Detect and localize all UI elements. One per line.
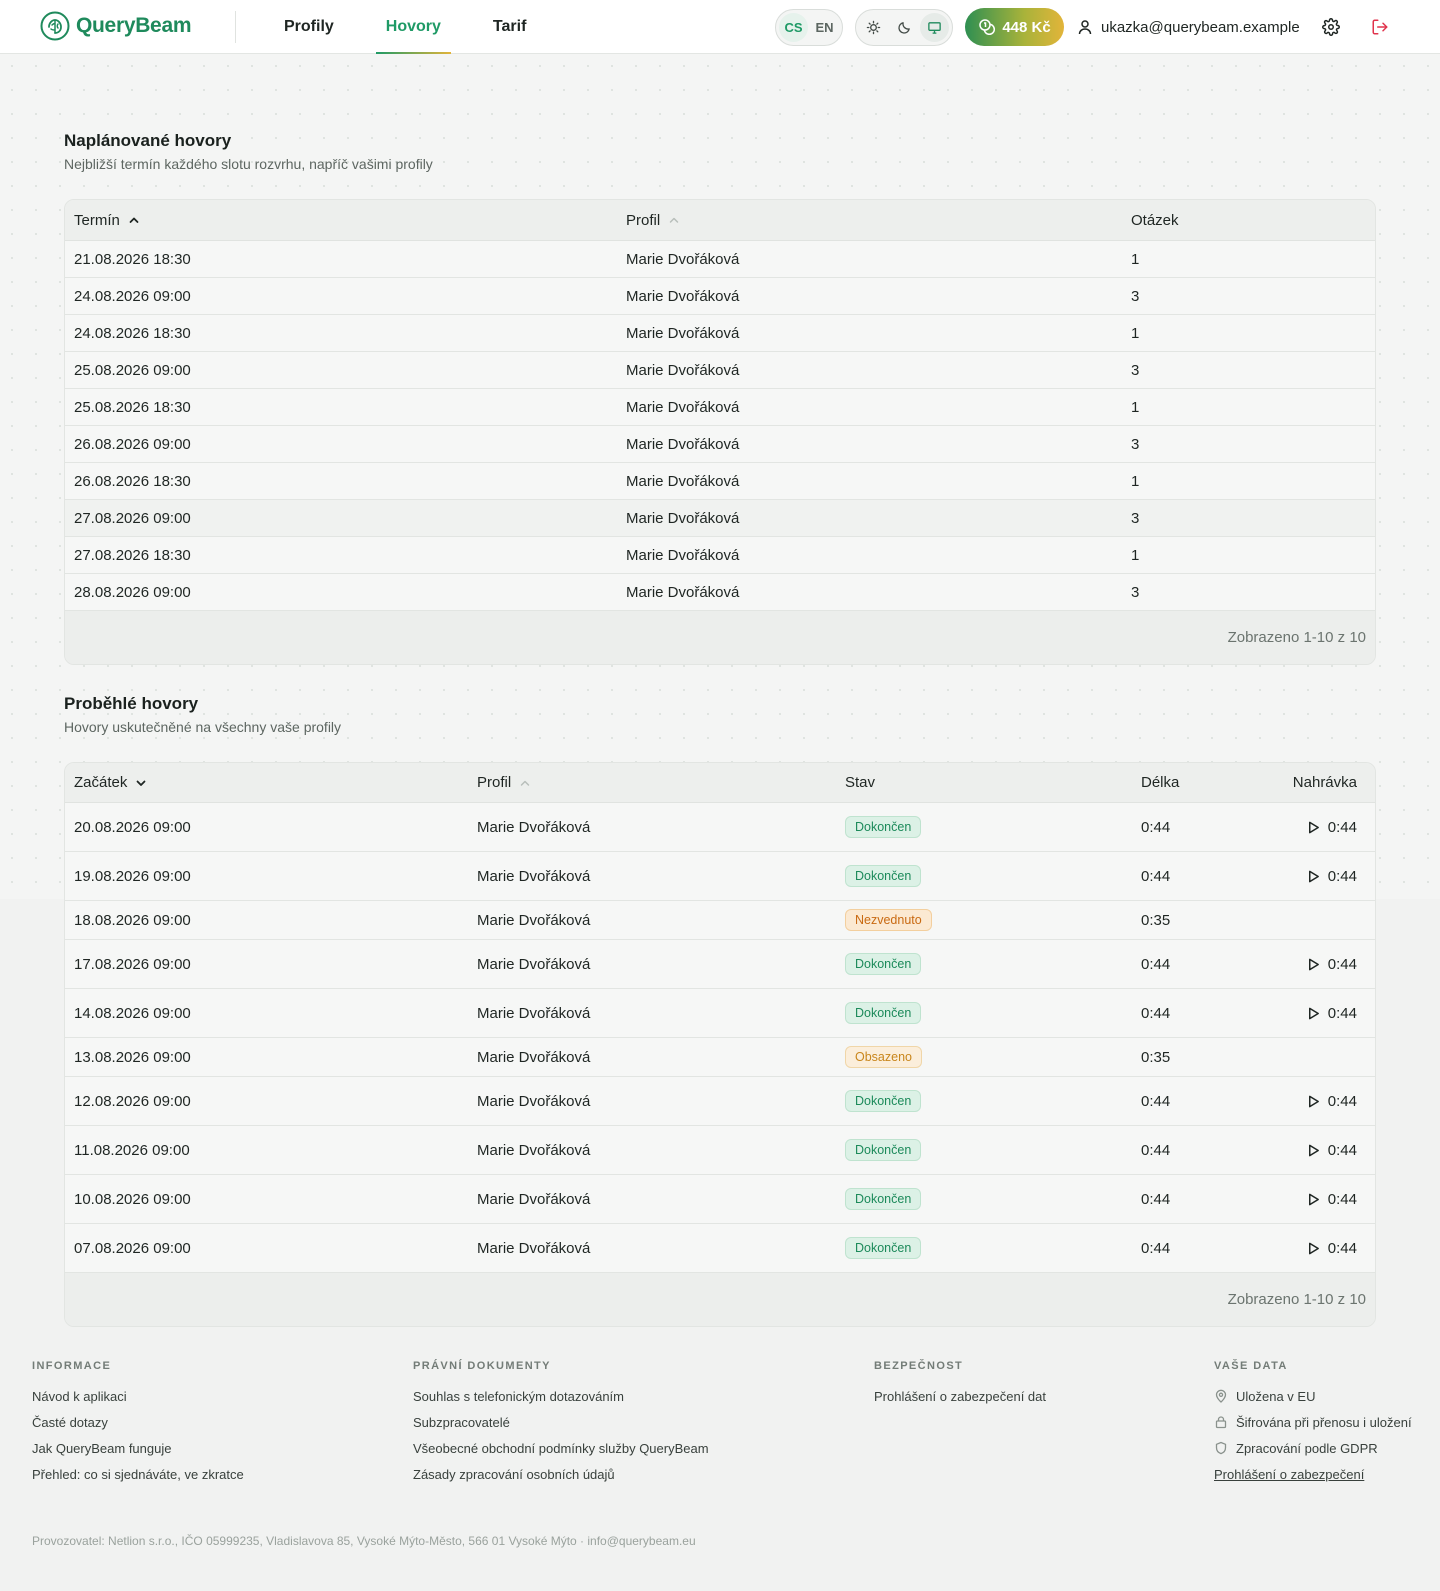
duration-cell: 0:44 [1141,818,1171,836]
tab-tarif[interactable]: Tarif [492,18,527,35]
footer-link[interactable]: Všeobecné obchodní podmínky služby QueryBeam [413,1440,709,1456]
column-label: Stav [845,774,876,791]
duration-cell: 0:44 [1141,1239,1171,1257]
lang-cs-button[interactable]: CS [779,13,808,42]
table-row [65,1175,1375,1224]
profile-cell: Marie Dvořáková [626,546,740,564]
status-badge: Dokončen [845,865,921,887]
column-label: Začátek [74,774,128,791]
sort-inactive-icon [668,214,680,226]
footer-link[interactable]: Souhlas s telefonickým dotazováním [413,1388,624,1404]
questions-cell: 3 [1131,583,1140,601]
lang-en-button[interactable]: EN [815,20,834,35]
footer-heading: PRÁVNÍ DOKUMENTY [413,1360,551,1372]
duration-cell: 0:44 [1141,955,1171,973]
questions-cell: 1 [1131,546,1140,564]
start-cell: 10.08.2026 09:00 [74,1190,191,1208]
status-cell [836,865,1132,887]
sort-inactive-icon [519,777,531,789]
column-header-stav [836,774,1132,791]
status-badge: Dokončen [845,1188,921,1210]
monitor-icon [927,20,942,35]
duration-cell: 0:44 [1141,867,1171,885]
table-row [65,901,1375,940]
logout-button[interactable] [1368,15,1392,39]
column-header-delka [1132,774,1232,791]
sun-icon [866,20,881,35]
profile-cell: Marie Dvořáková [626,435,740,453]
past-calls-title: Proběhlé hovory [64,694,199,713]
duration-cell: 0:44 [1141,1141,1171,1159]
play-icon [1306,869,1321,884]
footer-heading: BEZPEČNOST [874,1360,964,1372]
table-row [65,500,1375,537]
footer-link[interactable]: Návod k aplikaci [32,1388,127,1404]
status-badge: Dokončen [845,816,921,838]
theme-switch [855,9,953,46]
status-badge: Dokončen [845,1139,921,1161]
status-cell [836,1188,1132,1210]
table-row [65,463,1375,500]
questions-cell: 1 [1131,398,1140,416]
brand-name: QueryBeam [76,14,192,37]
location-pin-icon [1214,1389,1228,1403]
column-label: Termín [74,211,120,229]
footer-security-column [874,1360,1046,1409]
status-cell [836,1237,1132,1259]
user-email: ukazka@querybeam.example [1101,18,1300,36]
scheduled-table-body [65,241,1375,611]
sort-asc-icon [128,214,140,226]
status-cell [836,909,1132,931]
profile-cell: Marie Dvořáková [477,1004,591,1022]
recording-length: 0:44 [1327,1239,1357,1257]
profile-cell: Marie Dvořáková [626,324,740,342]
date-cell: 21.08.2026 18:30 [74,250,191,268]
lock-icon [1214,1415,1228,1429]
table-row [65,574,1375,611]
dark-theme-button[interactable] [890,13,919,42]
past-calls-subtitle: Hovory uskutečněné na všechny vaše profily [64,719,342,735]
operator-info: Provozovatel: Netlion s.r.o., IČO 05999235, Vladislavova 85, Vysoké Mýto-Město, 566 01 Vysoké Mýto · info@querybeam.eu [32,1534,696,1548]
data-location-item: Uložena v EU [1214,1383,1412,1409]
footer-legal-column [413,1360,709,1487]
user-icon [1077,19,1093,35]
start-cell: 11.08.2026 09:00 [74,1141,190,1159]
footer-link[interactable]: Jak QueryBeam funguje [32,1440,172,1456]
user-account[interactable] [1077,16,1300,38]
play-icon [1306,1006,1321,1021]
data-encryption-item: Šifrována při přenosu i uložení [1214,1409,1412,1435]
date-cell: 27.08.2026 18:30 [74,546,191,564]
recording-length: 0:44 [1327,1092,1357,1110]
start-cell: 14.08.2026 09:00 [74,1004,191,1022]
recording-cell [1232,819,1375,836]
questions-cell: 1 [1131,250,1140,268]
profile-cell: Marie Dvořáková [626,472,740,490]
recording-cell [1232,868,1375,885]
status-cell [836,1046,1132,1068]
column-header-zacatek[interactable] [65,774,468,791]
table-row [65,1224,1375,1273]
table-footer [65,611,1375,664]
table-row [65,989,1375,1038]
questions-cell: 3 [1131,435,1140,453]
profile-cell: Marie Dvořáková [477,867,591,885]
date-cell: 28.08.2026 09:00 [74,583,191,601]
date-cell: 27.08.2026 09:00 [74,509,191,527]
play-recording-button[interactable] [1306,1093,1375,1110]
start-cell: 17.08.2026 09:00 [74,955,191,973]
duration-cell: 0:44 [1141,1092,1171,1110]
system-theme-button[interactable] [920,13,949,42]
profile-cell: Marie Dvořáková [477,1190,591,1208]
date-cell: 24.08.2026 18:30 [74,324,191,342]
profile-cell: Marie Dvořáková [477,1092,591,1110]
brain-logo-icon [40,11,70,41]
footer-info-column [32,1360,244,1487]
play-recording-button[interactable] [1306,1240,1375,1257]
credit-balance-button[interactable] [965,8,1064,46]
footer-link[interactable]: Zásady zpracování osobních údajů [413,1466,615,1482]
table-row [65,940,1375,989]
recording-length: 0:44 [1327,818,1357,836]
status-cell [836,816,1132,838]
questions-cell: 3 [1131,287,1140,305]
play-recording-button[interactable] [1306,956,1375,973]
moon-icon [897,20,912,35]
table-header [65,763,1375,803]
footer-link[interactable]: Časté dotazy [32,1414,108,1430]
status-cell [836,1002,1132,1024]
profile-cell: Marie Dvořáková [626,250,740,268]
column-header-nahravka [1232,774,1375,791]
start-cell: 20.08.2026 09:00 [74,818,191,836]
recording-cell [1232,1093,1375,1110]
column-header-otazek [1122,212,1375,229]
logo[interactable] [40,11,191,41]
profile-cell: Marie Dvořáková [626,398,740,416]
table-row [65,852,1375,901]
column-header-termin[interactable] [65,212,617,229]
footer-data-column [1214,1360,1412,1487]
questions-cell: 3 [1131,361,1140,379]
settings-button[interactable] [1319,15,1343,39]
status-badge: Obsazeno [845,1046,922,1068]
status-cell [836,1090,1132,1112]
table-footer [65,1273,1375,1326]
recording-cell [1232,1142,1375,1159]
date-cell: 25.08.2026 18:30 [74,398,191,416]
main-nav [258,0,552,54]
tab-profily[interactable]: Profily [284,18,334,35]
light-theme-button[interactable] [859,13,888,42]
profile-cell: Marie Dvořáková [626,287,740,305]
table-row [65,389,1375,426]
table-row [65,1038,1375,1077]
status-badge: Dokončen [845,953,921,975]
tab-hovory[interactable]: Hovory [360,0,467,54]
start-cell: 12.08.2026 09:00 [74,1092,191,1110]
duration-cell: 0:35 [1141,911,1171,929]
scheduled-calls-subtitle: Nejbližší termín každého slotu rozvrhu, napříč vašimi profily [64,156,433,172]
status-badge: Dokončen [845,1002,921,1024]
table-row [65,278,1375,315]
play-icon [1306,957,1321,972]
profile-cell: Marie Dvořáková [477,955,591,973]
past-table-body [65,803,1375,1273]
duration-cell: 0:44 [1141,1190,1171,1208]
table-row [65,352,1375,389]
credit-amount: 448 Kč [1002,18,1051,36]
recording-length: 0:44 [1327,867,1357,885]
footer-link[interactable]: Subzpracovatelé [413,1414,510,1430]
status-badge: Dokončen [845,1090,921,1112]
play-recording-button[interactable] [1306,1005,1375,1022]
questions-cell: 1 [1131,472,1140,490]
recording-length: 0:44 [1327,1004,1357,1022]
table-row [65,315,1375,352]
recording-cell [1232,1240,1375,1257]
table-row [65,803,1375,852]
questions-cell: 1 [1131,324,1140,342]
footer-heading: VAŠE DATA [1214,1360,1288,1372]
table-row [65,1126,1375,1175]
profile-cell: Marie Dvořáková [477,1048,591,1066]
top-bar [0,0,1440,54]
table-row [65,1077,1375,1126]
questions-cell: 3 [1131,509,1140,527]
recording-length: 0:44 [1327,955,1357,973]
table-row [65,241,1375,278]
play-icon [1306,1192,1321,1207]
play-recording-button[interactable] [1306,868,1375,885]
status-badge: Dokončen [845,1237,921,1259]
column-header-profil[interactable] [468,774,836,791]
sort-desc-icon [135,777,147,789]
profile-cell: Marie Dvořáková [477,1141,591,1159]
gear-icon [1322,18,1340,36]
play-recording-button[interactable] [1306,819,1375,836]
coins-icon [978,18,996,36]
play-icon [1306,1241,1321,1256]
language-switch [775,9,843,46]
profile-cell: Marie Dvořáková [477,818,591,836]
profile-cell: Marie Dvořáková [477,911,591,929]
play-recording-button[interactable] [1306,1142,1375,1159]
duration-cell: 0:44 [1141,1004,1171,1022]
play-icon [1306,1143,1321,1158]
footer-link[interactable]: Prohlášení o zabezpečení dat [874,1388,1047,1404]
shield-icon [1214,1441,1228,1455]
profile-cell: Marie Dvořáková [626,583,740,601]
start-cell: 18.08.2026 09:00 [74,911,191,929]
table-row [65,426,1375,463]
column-label: Délka [1141,774,1180,791]
scheduled-calls-title: Naplánované hovory [64,131,232,150]
data-gdpr-item: Zpracování podle GDPR [1214,1435,1412,1461]
start-cell: 13.08.2026 09:00 [74,1048,191,1066]
column-label: Profil [626,211,661,229]
recording-length: 0:44 [1327,1141,1357,1159]
scheduled-calls-table [64,199,1376,665]
recording-cell [1232,956,1375,973]
column-label: Otázek [1131,211,1179,229]
pagination-summary: Zobrazeno 1-10 z 10 [1227,629,1366,646]
date-cell: 24.08.2026 09:00 [74,287,191,305]
logout-icon [1371,18,1389,36]
footer-heading: INFORMACE [32,1360,112,1372]
column-label: Nahrávka [1292,774,1357,791]
date-cell: 26.08.2026 18:30 [74,472,191,490]
footer-link[interactable]: Přehled: co si sjednáváte, ve zkratce [32,1466,244,1482]
recording-cell [1232,1191,1375,1208]
start-cell: 07.08.2026 09:00 [74,1239,191,1257]
profile-cell: Marie Dvořáková [626,509,740,527]
security-statement-link[interactable]: Prohlášení o zabezpečení [1214,1466,1365,1482]
table-header [65,200,1375,241]
status-cell [836,953,1132,975]
status-badge: Nezvednuto [845,909,932,931]
table-row [65,537,1375,574]
column-header-profil[interactable] [617,212,1122,229]
play-icon [1306,1094,1321,1109]
recording-length: 0:44 [1327,1190,1357,1208]
column-label: Profil [477,774,512,791]
profile-cell: Marie Dvořáková [477,1239,591,1257]
status-cell [836,1139,1132,1161]
pagination-summary: Zobrazeno 1-10 z 10 [1227,1291,1366,1308]
date-cell: 26.08.2026 09:00 [74,435,191,453]
past-calls-table [64,762,1376,1327]
duration-cell: 0:35 [1141,1048,1171,1066]
play-icon [1306,820,1321,835]
play-recording-button[interactable] [1306,1191,1375,1208]
header-divider [235,11,236,43]
date-cell: 25.08.2026 09:00 [74,361,191,379]
profile-cell: Marie Dvořáková [626,361,740,379]
start-cell: 19.08.2026 09:00 [74,867,191,885]
recording-cell [1232,1005,1375,1022]
